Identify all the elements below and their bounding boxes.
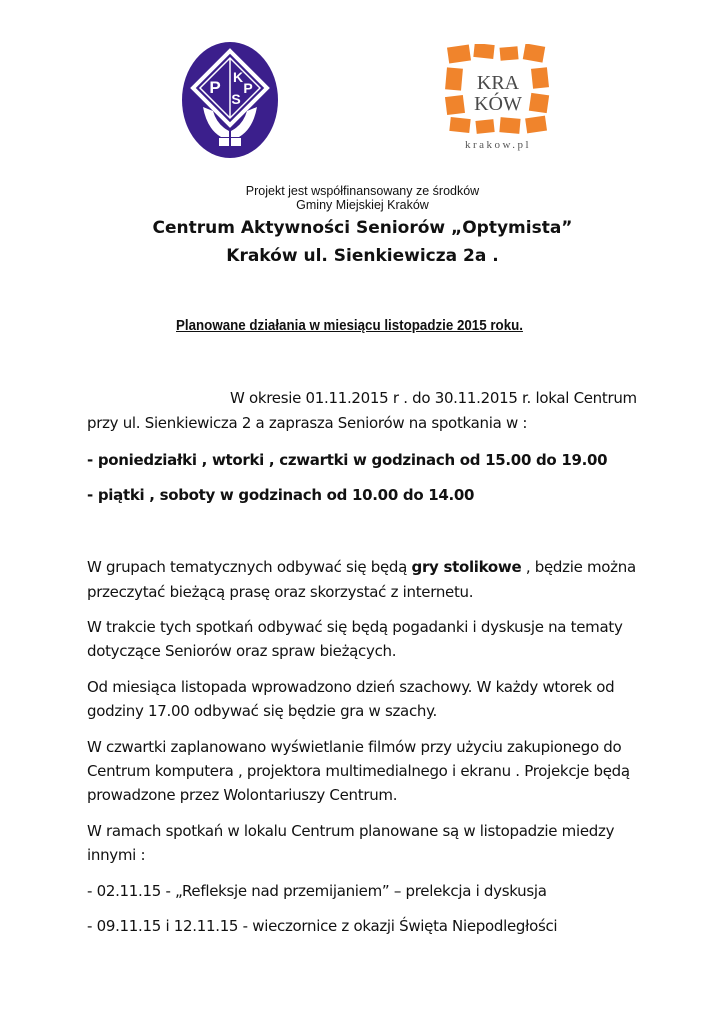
cofinance-line-1: Projekt jest współfinansowany ze środków — [245, 184, 480, 198]
paragraph-5-line-2: innymi : — [87, 846, 146, 864]
intro-line-1: W okresie 01.11.2015 r . do 30.11.2015 r. lokal Centrum — [230, 389, 637, 407]
intro-line-2: przy ul. Sienkiewicza 2 a zaprasza Seniorów na spotkania w : — [87, 414, 528, 432]
paragraph-2-line-1: W trakcie tych spotkań odbywać się będą pogadanki i dyskusje na tematy — [87, 618, 623, 636]
pksp-letter-k: K — [232, 69, 244, 85]
pksp-letter-s: S — [231, 91, 241, 107]
krakow-logo-line1: KRA — [476, 72, 520, 94]
pksp-letter-p1: P — [209, 78, 221, 97]
krakow-logo — [444, 44, 552, 156]
center-address: Kraków ul. Sienkiewicza 2a . — [226, 246, 499, 266]
paragraph-1-line-2: przeczytać bieżącą prasę oraz skorzystać z internetu. — [87, 583, 474, 601]
paragraph-1-line-1 — [87, 555, 636, 579]
schedule-weekend: - piątki , soboty w godzinach od 10.00 do 14.00 — [87, 486, 475, 504]
paragraph-4-line-2: Centrum komputera , projektora multimedialnego i ekranu . Projekcje będą — [87, 762, 630, 780]
pksp-letter-p2: P — [243, 80, 253, 96]
paragraph-1-text-a: W grupach tematycznych odbywać się będą — [87, 558, 412, 576]
paragraph-1-bold: gry stolikowe — [411, 558, 522, 576]
paragraph-4-line-3: prowadzone przez Wolontariuszy Centrum. — [87, 786, 398, 804]
paragraph-1-text-b: , będzie można — [521, 558, 636, 576]
krakow-logo-line2: KÓW — [474, 93, 522, 115]
event-item-1: - 02.11.15 - „Refleksje nad przemijaniem” – prelekcja i dyskusja — [87, 882, 547, 900]
schedule-weekdays: - poniedziałki , wtorki , czwartki w godzinach od 15.00 do 19.00 — [87, 451, 608, 469]
pksp-logo — [181, 41, 279, 159]
center-name: Centrum Aktywności Seniorów „Optymista” — [152, 218, 573, 238]
event-item-2: - 09.11.15 i 12.11.15 - wieczornice z okazji Święta Niepodległości — [87, 917, 558, 935]
plan-title: Planowane działania w miesiącu listopadzie 2015 roku. — [176, 318, 523, 334]
paragraph-3-line-1: Od miesiąca listopada wprowadzono dzień szachowy. W każdy wtorek od — [87, 678, 615, 696]
paragraph-5-line-1: W ramach spotkań w lokalu Centrum planowane są w listopadzie miedzy — [87, 822, 615, 840]
paragraph-3-line-2: godziny 17.00 odbywać się będzie gra w szachy. — [87, 702, 438, 720]
paragraph-4-line-1: W czwartki zaplanowano wyświetlanie filmów przy użyciu zakupionego do — [87, 738, 622, 756]
paragraph-2-line-2: dotyczące Seniorów oraz spraw bieżących. — [87, 642, 397, 660]
cofinance-line-2: Gminy Miejskiej Kraków — [296, 198, 429, 212]
krakow-logo-domain: krakow.pl — [464, 139, 532, 151]
